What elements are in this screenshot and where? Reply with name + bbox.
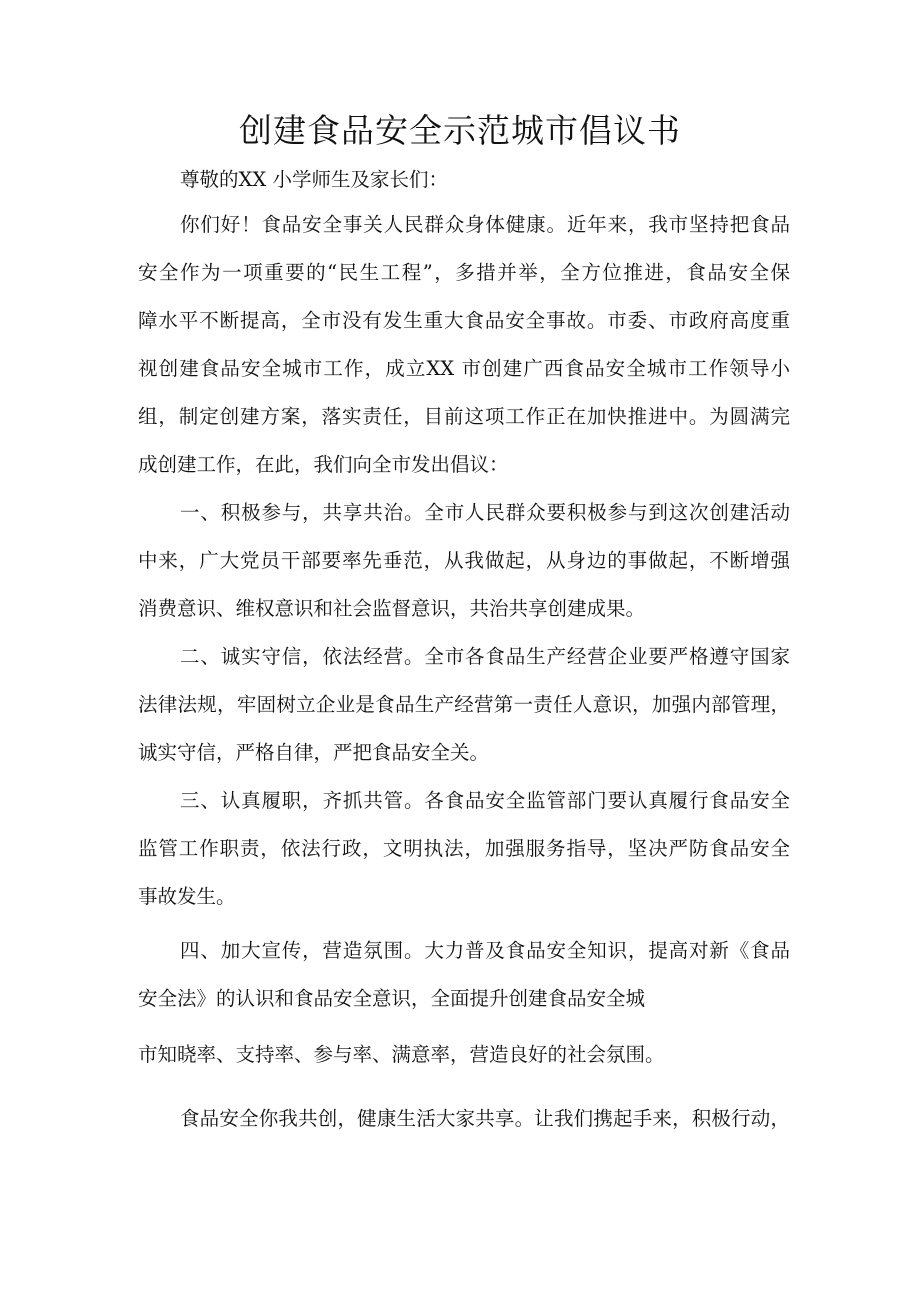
paragraph-line: 障水平不断提高，全市没有发生重大食品安全事故。市委、市政府高度重 [138,309,790,332]
paragraph-line: 监管工作职责，依法行政，文明执法，加强服务指导，坚决严防食品安全 [138,837,790,860]
paragraph-line: 三、认真履职，齐抓共管。各食品安全监管部门要认真履行食品安全 [180,789,790,812]
paragraph-line: 成创建工作，在此，我们向全市发出倡议： [138,453,509,476]
paragraph-line: 诚实守信，严格自律，严把食品安全关。 [138,741,490,764]
salutation: 尊敬的XX 小学师生及家长们： [180,168,448,191]
paragraph-line: 法律法规，牢固树立企业是食品生产经营第一责任人意识，加强内部管理， [138,693,790,716]
paragraph-line: 市知晓率、支持率、参与率、满意率，营造良好的社会氛围。 [138,1043,665,1066]
document-title: 创建食品安全示范城市倡议书 [239,111,681,150]
paragraph-line: 组，制定创建方案，落实责任，目前这项工作正在加快推进中。为圆满完 [138,405,790,428]
paragraph-line: 安全法》的认识和食品安全意识，全面提升创建食品安全城 [138,987,646,1010]
paragraph-line: 四、加大宣传，营造氛围。大力普及食品安全知识，提高对新《食品 [180,939,790,962]
paragraph-line: 安全作为一项重要的“民生工程”，多措并举，全方位推进，食品安全保 [138,261,790,284]
paragraph-line: 二、诚实守信，依法经营。全市各食品生产经营企业要严格遵守国家 [180,645,790,668]
paragraph-line: 事故发生。 [138,885,236,908]
paragraph-line: 食品安全你我共创，健康生活大家共享。让我们携起手来，积极行动， [180,1107,790,1130]
paragraph-line: 消费意识、维权意识和社会监督意识，共治共享创建成果。 [138,597,646,620]
paragraph-line: 中来，广大党员干部要率先垂范，从我做起，从身边的事做起，不断增强 [138,549,790,572]
paragraph-line: 一、积极参与，共享共治。全市人民群众要积极参与到这次创建活动 [180,501,790,524]
paragraph-line: 你们好！食品安全事关人民群众身体健康。近年来，我市坚持把食品 [180,213,790,236]
paragraph-line: 视创建食品安全城市工作，成立XX 市创建广西食品安全城市工作领导小 [138,357,790,380]
